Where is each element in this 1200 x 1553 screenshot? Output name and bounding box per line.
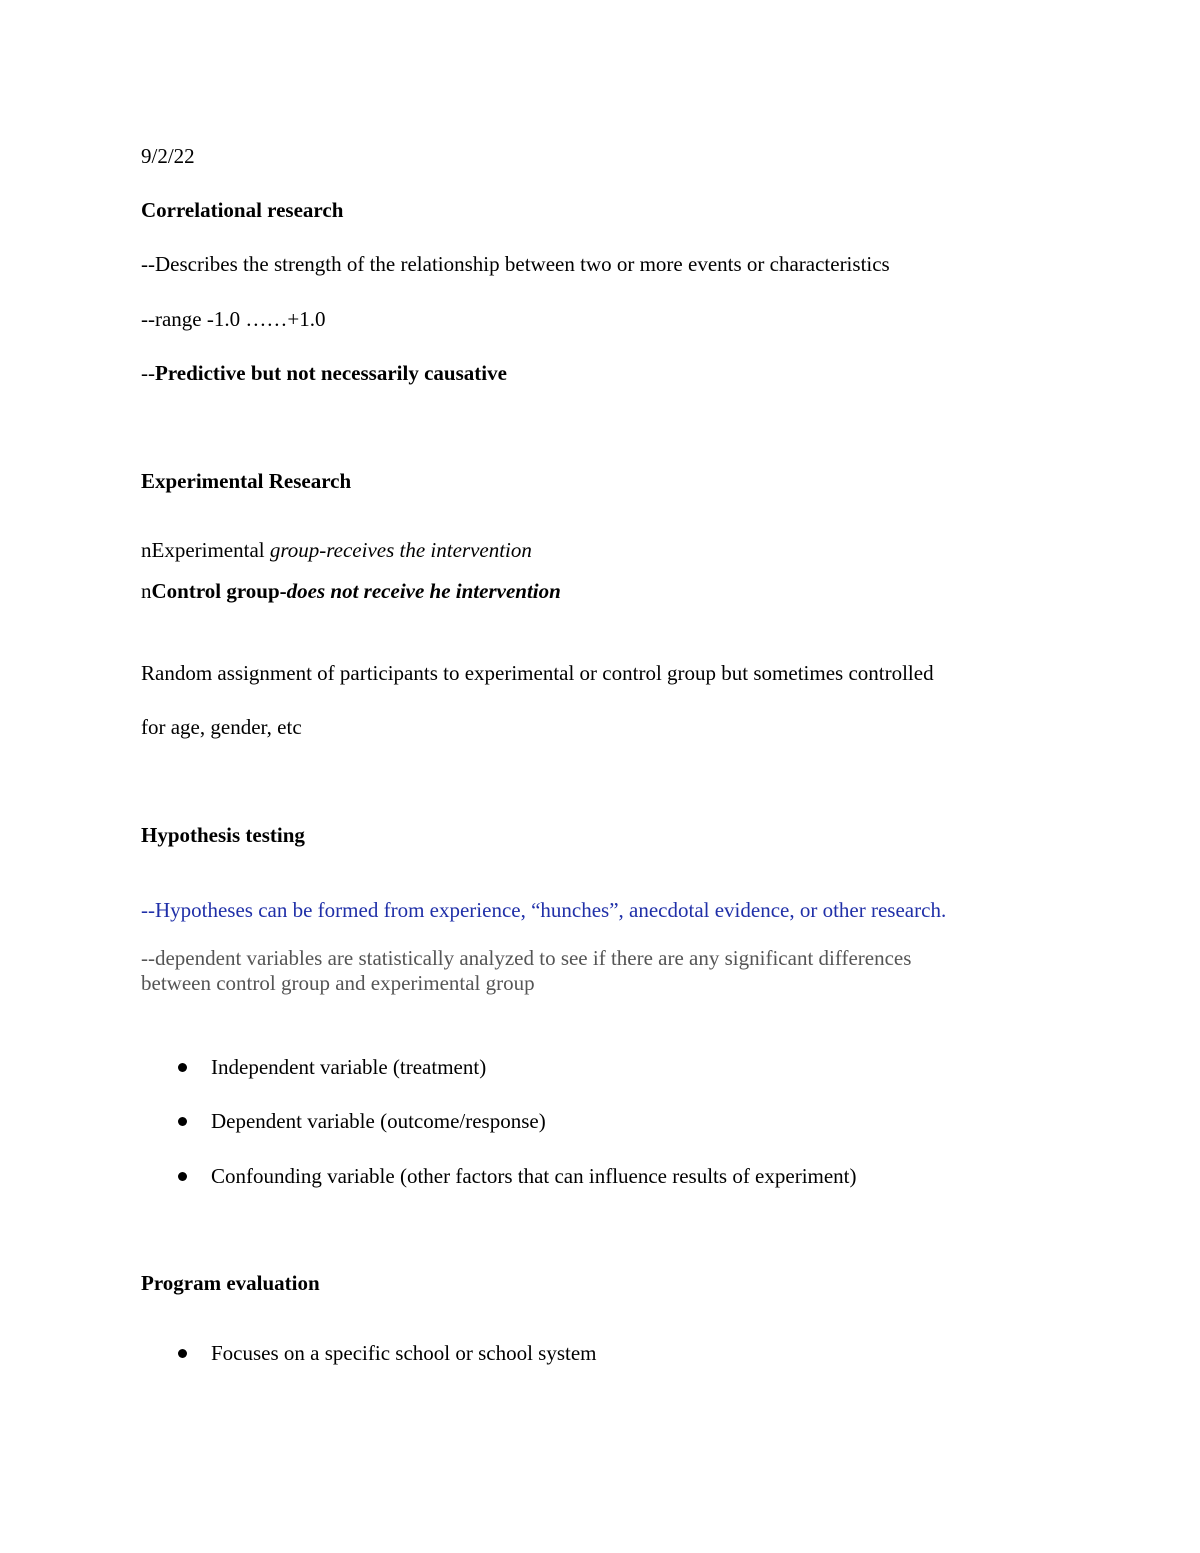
control-group-prefix: n xyxy=(141,579,152,603)
random-assignment-line-2: for age, gender, etc xyxy=(141,715,302,739)
list-item-text: Focuses on a specific school or school system xyxy=(211,1341,597,1365)
correlational-line-3-prefix: -- xyxy=(141,361,155,385)
list-item-text: Independent variable (treatment) xyxy=(211,1055,487,1079)
bullet-icon xyxy=(178,1117,187,1126)
control-group-line xyxy=(141,578,561,604)
list-item-text: Dependent variable (outcome/response) xyxy=(211,1109,546,1133)
correlational-line-2: --range -1.0 ……+1.0 xyxy=(141,307,326,331)
hypothesis-blue-line: --Hypotheses can be formed from experience, “hunches”, anecdotal evidence, or other research. xyxy=(141,898,947,922)
random-assignment-line-1: Random assignment of participants to experimental or control group but sometimes controlled xyxy=(141,661,934,685)
hypothesis-heading: Hypothesis testing xyxy=(141,823,305,847)
bullet-icon xyxy=(178,1063,187,1072)
correlational-line-3-bold: Predictive but not necessarily causative xyxy=(155,361,507,385)
date-text: 9/2/22 xyxy=(141,144,195,168)
experimental-group-line xyxy=(141,537,532,563)
correlational-line-1: --Describes the strength of the relationship between two or more events or characteristics xyxy=(141,252,890,276)
hypothesis-gray-line-1: --dependent variables are statistically analyzed to see if there are any significant differences xyxy=(141,946,912,970)
experimental-heading: Experimental Research xyxy=(141,469,352,493)
list-item-text: Confounding variable (other factors that can influence results of experiment) xyxy=(211,1164,857,1188)
bullet-icon xyxy=(178,1349,187,1358)
hypothesis-gray-line-2: between control group and experimental group xyxy=(141,971,535,995)
correlational-line-3 xyxy=(141,360,507,386)
program-heading: Program evaluation xyxy=(141,1271,320,1295)
control-group-bold: Control group- xyxy=(151,579,287,603)
correlational-heading: Correlational research xyxy=(141,198,344,222)
bullet-icon xyxy=(178,1172,187,1181)
experimental-group-italic: group-receives the intervention xyxy=(269,538,532,562)
control-group-bold-italic: does not receive he intervention xyxy=(286,579,561,603)
experimental-group-prefix: nExperimental xyxy=(141,538,270,562)
